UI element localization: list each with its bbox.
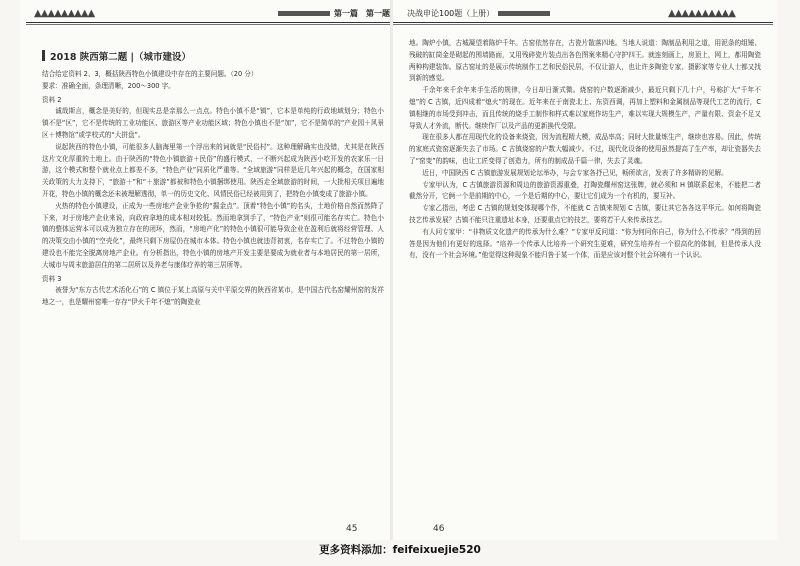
left-content [42, 50, 384, 309]
right-paragraph-1: 地。陶炉小镇，古城凝望着陈炉千年。古窑依然存在，古瓷片散落四地。当地人说道：陶制品利用之道，用泥条的组锤、残破的缸筒金是砌起的围墙路面，又用残碎瓷片装点出各色图案来精心守护四王。就连刻画上，房顶上，网上，都用陶瓷两种构建装饰。原古窑址的是展示传统制作工艺和民俗民居，不仅让游人，也让许多陶瓷专家、摄影家等专业人士都又找到新的感觉。 [409, 39, 761, 83]
right-paragraph-4: 近日，中国陕西 C 古镇旅游发展规划论坛举办，与会专家各抒己见，畅所欲言，发表了许多精辟的见解。 [422, 168, 728, 177]
right-header-title: 决战申论100题（上册） [407, 6, 554, 22]
left-page [20, 0, 393, 540]
material-2-label: 资料 2 [42, 95, 62, 104]
material-2-paragraph-1: 诚哉斯言，概念是美好的，但现实总是亲那么一点点。特色小镇不是“镇”，它本是单纯的行政地域划分；特色小镇不是“区”，它不是传统的工业功能区、旅游区等产业功能区域；特色小镇也不是“加”，它不是简单的“产业园＋风景区＋博物馆”或学校式的“大拼盘”。 [42, 107, 384, 139]
right-page [393, 0, 778, 540]
question-requirement: 要求：准确全面，条理清晰，200～300 字。 [42, 81, 175, 90]
material-3-label: 资料 3 [42, 274, 62, 283]
right-paragraph-3: 现在很多人都在用现代化的设备来烧瓷，因为流程精大模，成品率高；同时大批量炼生产，继续也容易。因此，传统的家庭式瓷窑逐渐失去了市场。C 古镇烧窑的户数大幅减少。不过，现代化设备的使用虽然提高了生产率，却让瓷器失去了“窑变”的韵味，也让工匠变得了创造力，所有的制成品千篇一律，失去了灵魂。 [409, 133, 761, 165]
material-2-paragraph-2: 说起陕西的特色小镇，可能很多人脑海里第一个浮出来的词就是“民俗村”。这种理解确实也没错，尤其是在陕西这片文化厚重的土地上。由于陕西的“特色小镇旅游＋民俗”的盛行模式，一不断兴起成为陕西小吃开发的农家乐一日游，这个模式和整个就业点上都差不多，“特色产业”同质化严重等。“全域旅游”同样是近几年兴起的概念，在国家相关政策的大力支持下，“旅游＋”和“＋旅游”都被和特色小镇捆绑使用。陕西走全域旅游的时间，一大批相关项目遍地开花，特色小镇的概念还未被理解透彻，单一的历史文化、风情民俗已经被用到了，把特色小镇变成了旅游小镇。 [42, 142, 384, 198]
right-content [409, 38, 761, 262]
footer-contact: 更多资料添加：feifeixuejie520 [319, 544, 481, 556]
right-header-rule-secondary [393, 24, 773, 25]
material-2-paragraph-3: 火热的特色小镇建设，正成为一些房地产企业争抢的“掘金点”。顶着“特色小镇”的名头，土地价格自然而然降了下来，对于房地产企业来说，向政府拿地的成本相对较低。然而地拿到手了，“特色产业”则很可能名存实亡。特色小镇的整体运营本可以成为独立存在的闭环，然而，“房地产化”的特色小镇很可能导致企业在盈利后就将经营管理、人的决策交由小镇的“空壳化”，最终只剩下房屋仍在城市本体。特色小镇也就违背初衷，名存实亡了。不过特色小镇的建设也不能完全脱离房地产企业。有分析指出，特色小镇的房地产开发主要是要成为就业者与本地居民的第一居所，大城市与周末旅游居住的第二居所以及养老与康体疗养的第三居所等。 [42, 201, 384, 269]
left-page-number: 45 [346, 524, 358, 534]
right-page-number: 46 [433, 524, 445, 534]
header-rule-secondary [26, 24, 392, 25]
chapter-header: 第一篇 第一题 [274, 6, 390, 22]
question-title: 2018 陕西第二题 |（城市建设） [42, 50, 384, 65]
question-instruction: 结合给定资料 2、3，概括陕西特色小镇建设中存在的主要问题。（20 分） [42, 70, 258, 78]
material-3-paragraph-1: 被誉为“东方古代艺术活化石”的 C 镇位于某上高原与关中平原交界的陕西省某市，是中国古代名窑耀州窑的发祥地之一，也是耀州窑唯一存存“伊火千年不熄”的陶瓷业 [42, 286, 384, 307]
right-header-rule [393, 22, 773, 23]
header-rule [26, 22, 392, 23]
right-paragraph-7: 有人问专家甲：“非物质文化遗产的传承为什么难？”专家甲反问道：“你为何问你自己，你为什么不传承？”得到的回答是因为他们有更好的选择。“培养一个传承人比培养一个研究生更难，研究生培养有一个很高化的体制，但是传承人没有，没有一个社会环境。”他觉得这种现象不能归咎于某一个体，而是应该对整个社会环境有一个认识。 [409, 227, 761, 260]
left-header-deco: ▲▲▲▲▲▲▲▲▲ [34, 8, 95, 19]
right-paragraph-6: 专家乙指出，考虑 C 古镇的规划变体现哪个作，不能就 C 古镇来规划 C 古镇，要让其它各各这平华元。如何将陶瓷技艺传承发展？古镇不能只注重遗址本身，还要重点它的技艺，要将若干人来传承技艺。 [409, 204, 761, 224]
right-header-deco: ▲▲▲▲▲▲▲▲▲▲ [668, 8, 735, 19]
right-paragraph-5: 专家甲认为，C 古镇旅游资源和周边的旅游资源重叠，打陶瓷耀州窑这张牌，就必须和 H 镇联系起来，不能把二者截然分开，它俩一个是前期的中心，一个是后期的中心，要让它们成为一个有机的，要互补。 [409, 180, 761, 201]
right-paragraph-2: 千余年来千余年来手生活的规律，今日却日渐式微。烧窑的户数逐渐减少，最近只剩下几十户，号称扩大“千年不熄”的 C 古镇，近四成着“熄火”的现在。近年来在于南瓷北上、东资西调，再加上塑料和金属制品等现代工艺的流行，C 镇相继的市场受到冲击，而且传统的烧手工制作和样式难以家庭作坊生产，难以实现大规模生产，产量有限、资金不足又导致人才外流，断代。继续作厂以及产品的更新换代受限。 [409, 86, 761, 130]
